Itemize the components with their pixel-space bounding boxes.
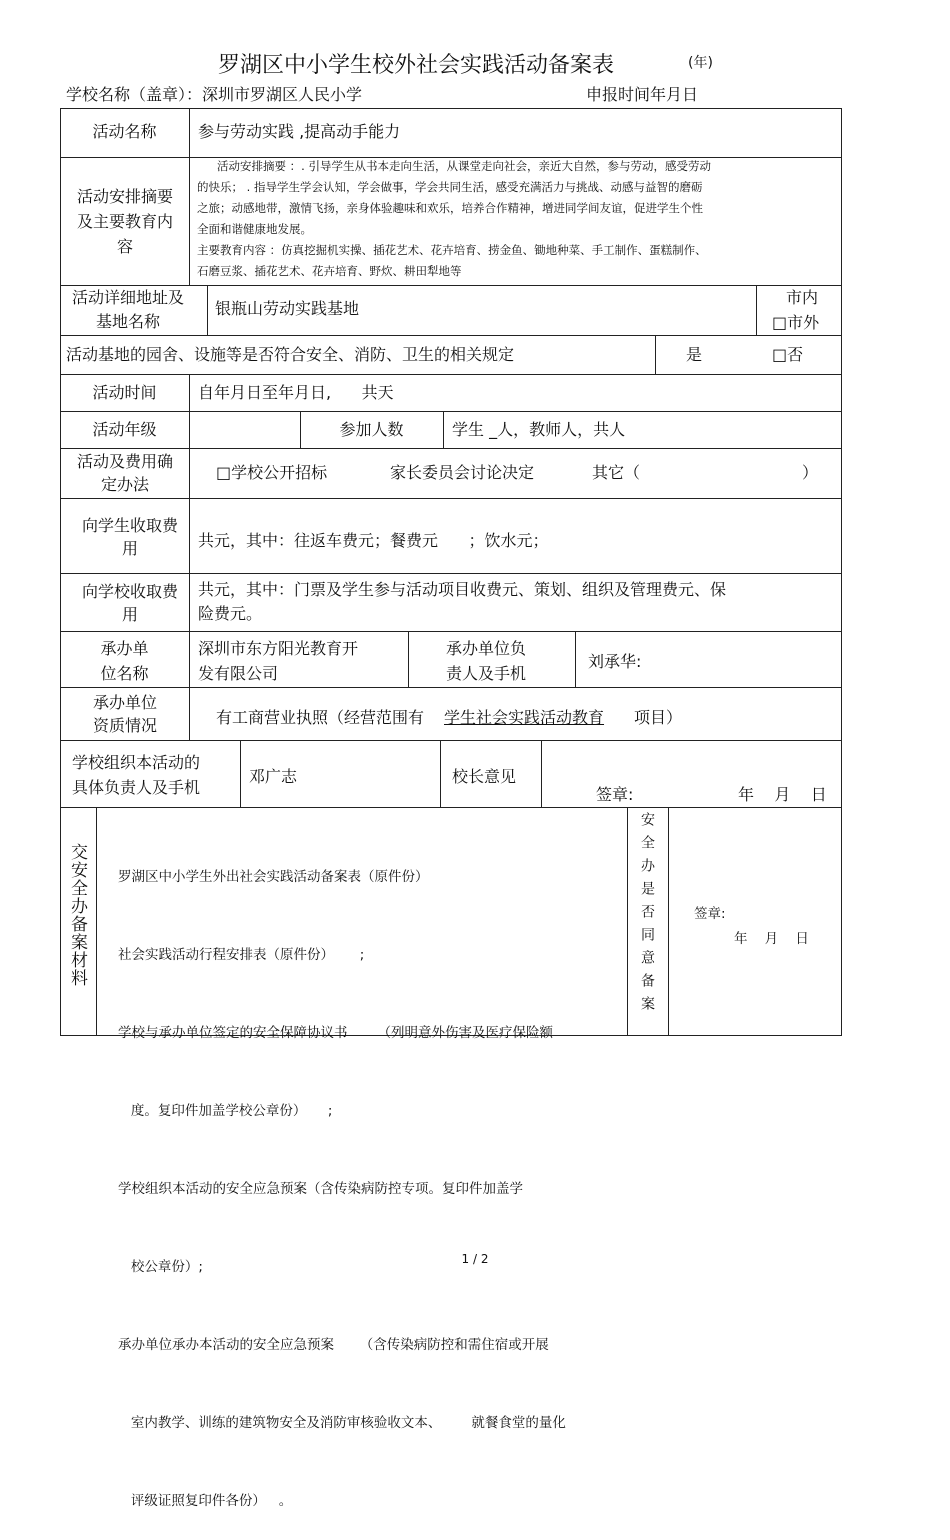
row-sep [60, 335, 842, 336]
summary-line: 石磨豆浆、插花艺术、花卉培育、野炊、耕田犁地等 [197, 264, 462, 278]
row-sep [60, 374, 842, 375]
materials-item: 学校组织本活动的安全应急预案（含传染病防控专项。复印件加盖学 [118, 1181, 523, 1197]
qualification-value [216, 707, 682, 729]
qualification-scope: 学生社会实践活动教育 [444, 708, 605, 727]
participants-value: 学生 _人，教师人，共人 [452, 420, 626, 439]
col-sep [207, 285, 208, 335]
student-fee-value: 共元，其中：往返车费元；餐费元 ；饮水元； [198, 531, 549, 550]
school-fee-label: 向学校收取费用 [82, 582, 179, 624]
organizer-label [60, 636, 189, 686]
summary-content [197, 156, 837, 282]
safety-compliance-yes: 是 [686, 345, 703, 364]
summary-line: 全面和谐健康地发展。 [197, 222, 312, 236]
col-sep [541, 740, 542, 807]
student-fee-label: 向学生收取费用 [82, 516, 179, 558]
school-name-line: 学校名称（盖章）：深圳市罗湖区人民小学 [66, 85, 363, 104]
row-sep [60, 740, 842, 741]
address-value: 银瓶山劳动实践基地 [215, 299, 360, 318]
qualification-suffix: 项目） [634, 708, 683, 727]
decision-option-other-end: ） [802, 463, 819, 482]
address-in-city: 市内 [786, 288, 819, 307]
row-sep [60, 631, 842, 632]
qualification-label-line: 资质情况 [92, 716, 157, 735]
organizer-label-line: 位名称 [100, 664, 149, 683]
row-sep [60, 498, 842, 499]
activity-name-label: 活动名称 [92, 122, 157, 141]
organizer-name-line: 深圳市东方阳光教育开 [198, 639, 359, 658]
organizer-contact-label-line: 承办单位负 [446, 639, 527, 658]
principal-sign-date: 年 月 日 [738, 785, 827, 804]
row-sep [60, 448, 842, 449]
qualification-label [70, 691, 180, 737]
col-sep [440, 740, 441, 807]
table-border-right [841, 108, 842, 1035]
summary-line: 主要教育内容 ：仿真挖掘机实操、插花艺术、花卉培育、捞金鱼、锄地种菜、手工制作、蛋糕制作、 [197, 243, 707, 257]
materials-list [104, 812, 624, 1540]
school-fee-line: 险费元。 [198, 604, 263, 623]
col-sep [575, 631, 576, 687]
col-sep [189, 108, 190, 285]
grade-label: 活动年级 [92, 420, 157, 439]
materials-item: 社会实践活动行程安排表（原件份） ; [118, 947, 365, 963]
safety-office-label: 安全办是否同意备案 [639, 812, 655, 1019]
decision-option-public-tender: □学校公开招标 [216, 463, 328, 482]
principal-opinion-label: 校长意见 [452, 767, 517, 786]
table-border-left [60, 108, 61, 1035]
col-sep [756, 285, 757, 335]
row-sep [60, 807, 842, 808]
qualification-label-line: 承办单位 [92, 693, 157, 712]
principal-sign-label: 签章: [596, 785, 634, 804]
school-contact-label-line: 具体负责人及手机 [72, 778, 201, 797]
organizer-label-line: 承办单 [100, 639, 149, 658]
activity-name-value: 参与劳动实践 ,提高动手能力 [198, 122, 401, 141]
materials-label: 交安全办备案材料 [67, 843, 87, 987]
col-sep [240, 740, 241, 807]
form-title: 罗湖区中小学生校外社会实践活动备案表 [218, 53, 615, 78]
qualification-prefix: 有工商营业执照（经营范围有 [216, 708, 425, 727]
col-sep [655, 335, 656, 374]
row-sep [60, 687, 842, 688]
school-fee-value [198, 579, 838, 625]
school-contact-label [72, 750, 237, 800]
school-contact-value: 邓广志 [249, 767, 298, 786]
decision-option-other: 其它（ [592, 463, 641, 482]
organizer-contact-label [446, 636, 571, 686]
col-sep [408, 631, 409, 687]
organizer-contact-label-line: 责人及手机 [446, 664, 527, 683]
col-sep [627, 807, 628, 1035]
safety-office-sign-date: 年 月 日 [734, 931, 809, 947]
decision-label: 活动及费用确定办法 [76, 452, 173, 494]
col-sep [96, 807, 97, 1035]
summary-line: 活动安排摘要 ：. 引导学生从书本走向生活，从课堂走向社会，亲近大自然，参与劳动，感受劳动 [217, 159, 711, 173]
school-contact-label-line: 学校组织本活动的 [72, 753, 201, 772]
report-time: 申报时间年月日 [586, 85, 699, 104]
table-border-top [60, 108, 842, 109]
materials-item: 罗湖区中小学生外出社会实践活动备案表（原件份） [118, 869, 429, 885]
safety-compliance-no: □否 [772, 345, 804, 364]
time-label: 活动时间 [92, 383, 157, 402]
address-out-city: □市外 [772, 313, 820, 332]
summary-line: 的快乐； . 指导学生学会认知，学会做事，学会共同生活，感受充满活力与挑战、动感与益智的磨砺 [197, 180, 703, 194]
participants-label: 参加人数 [339, 420, 404, 439]
materials-item: 室内教学、训练的建筑物安全及消防审核验收文本、 就餐食堂的量化 [118, 1415, 566, 1431]
decision-option-parent-committee: 家长委员会讨论决定 [390, 463, 535, 482]
col-sep [443, 411, 444, 448]
summary-line: 之旅；动感地带，激情飞扬，亲身体验趣味和欢乐，培养合作精神，增进同学间友谊，促进学生个性 [197, 201, 703, 215]
summary-label: 活动安排摘要及主要教育内容 [76, 187, 173, 256]
organizer-name [198, 636, 403, 686]
col-sep [668, 807, 669, 1035]
materials-item: 评级证照复印件各份） 。 [118, 1493, 293, 1509]
safety-compliance-label: 活动基地的园舍、设施等是否符合安全、消防、卫生的相关规定 [66, 345, 515, 364]
time-value: 自年月日至年月日, 共天 [198, 383, 394, 402]
year-note: (年) [688, 55, 713, 71]
row-sep [60, 411, 842, 412]
col-sep [189, 374, 190, 740]
materials-item: 度。复印件加盖学校公章份） ; [118, 1103, 333, 1119]
organizer-name-line: 发有限公司 [198, 664, 279, 683]
page-number: 1 / 2 [461, 1252, 489, 1266]
school-fee-line: 共元，其中：门票及学生参与活动项目收费元、策划、组织及管理费元、保 [198, 580, 727, 599]
organizer-contact-value: 刘承华: [588, 652, 642, 671]
materials-item: 学校与承办单位签定的安全保障协议书 （列明意外伤害及医疗保险额 [118, 1025, 554, 1041]
row-sep [60, 573, 842, 574]
safety-office-sign-label: 签章: [694, 906, 726, 922]
address-label: 活动详细地址及基地名称 [71, 288, 184, 331]
materials-item: 承办单位承办本活动的安全应急预案 （含传染病防控和需住宿或开展 [118, 1337, 549, 1353]
materials-item: 校公章份）; [118, 1259, 203, 1275]
